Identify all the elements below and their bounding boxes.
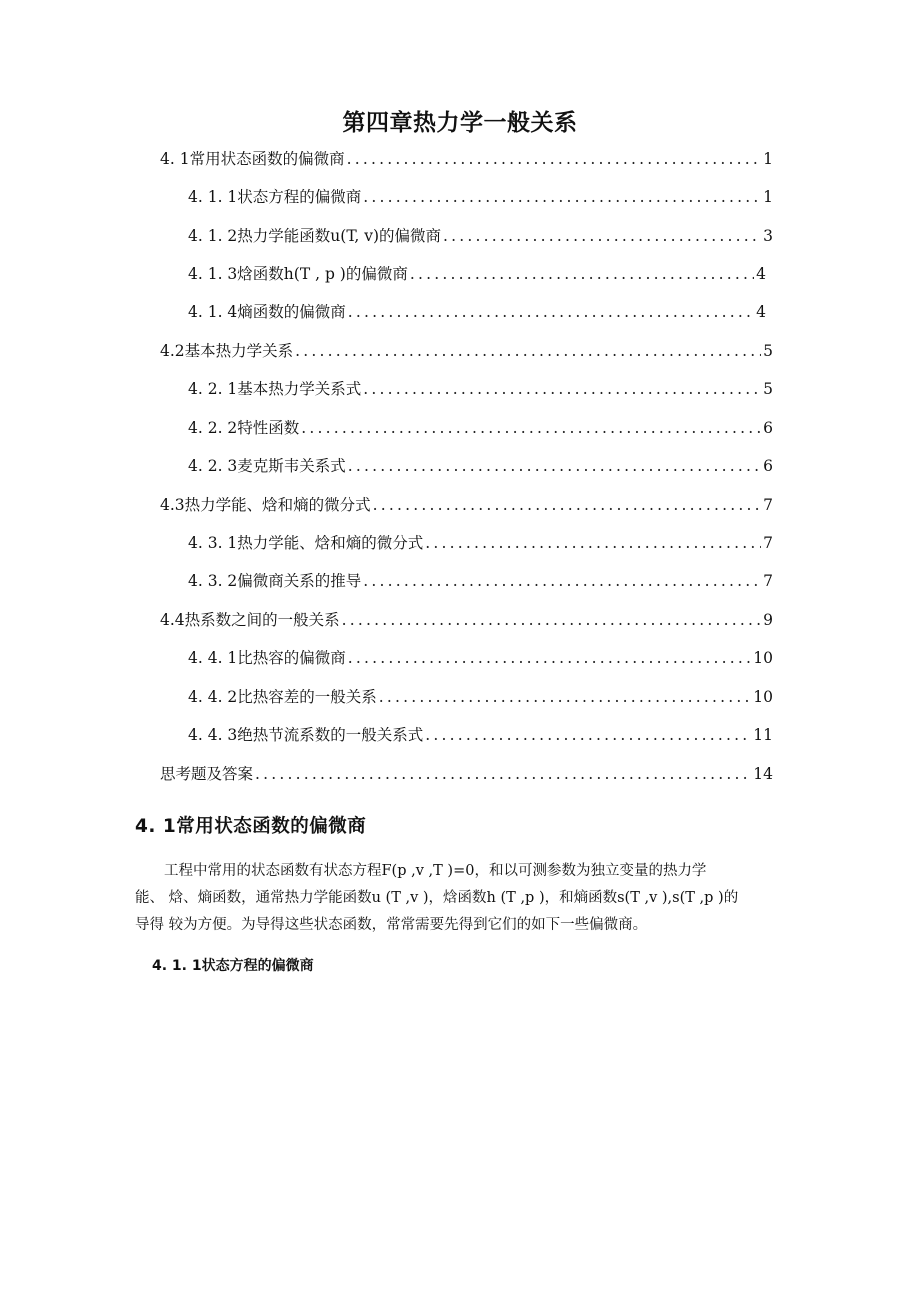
toc-leader-dots	[255, 762, 751, 786]
toc-leader-dots	[425, 531, 761, 555]
toc-entry-page: 6	[763, 457, 773, 475]
toc-entry-label: 4. 1. 3焓函数h(T , p )的偏微商	[188, 265, 408, 283]
toc-entry[interactable]	[188, 685, 773, 709]
page-title: 第四章热力学一般关系	[342, 110, 578, 137]
body-paragraph	[135, 858, 785, 939]
toc-entry[interactable]	[188, 531, 773, 555]
toc-leader-dots	[348, 454, 761, 478]
toc-entry-label: 4. 1常用状态函数的偏微商	[160, 150, 345, 168]
toc-leader-dots	[347, 147, 762, 171]
toc-entry-page: 7	[763, 534, 773, 552]
toc-entry-page: 11	[753, 726, 773, 744]
toc-entry-page: 4	[756, 303, 766, 321]
toc-entry[interactable]	[160, 493, 773, 517]
toc-leader-dots	[348, 300, 754, 324]
toc-entry-label: 4. 2. 2特性函数	[188, 419, 300, 437]
paragraph-line: 能、 焓、熵函数，通常热力学能函数u (T ,v )，焓函数h (T ,p )，和熵函数s(T ,v ),s(T ,p )的	[135, 889, 739, 906]
toc-entry-page: 7	[763, 572, 773, 590]
toc-leader-dots	[443, 224, 761, 248]
toc-entry-label: 4.3热力学能、焓和熵的微分式	[160, 496, 371, 514]
toc-leader-dots	[363, 569, 761, 593]
toc-entry-page: 1	[763, 188, 773, 206]
toc-entry[interactable]	[188, 224, 773, 248]
toc-entry-page: 4	[756, 265, 766, 283]
toc-leader-dots	[295, 339, 761, 363]
toc-entry-label: 4. 2. 1基本热力学关系式	[188, 380, 362, 398]
toc-entry[interactable]	[188, 377, 773, 401]
toc-entry-page: 5	[763, 342, 773, 360]
toc-entry-label: 4. 3. 1热力学能、焓和熵的微分式	[188, 534, 424, 552]
toc-leader-dots	[363, 185, 761, 209]
toc-leader-dots	[410, 262, 754, 286]
toc-entry-page: 3	[763, 227, 773, 245]
toc-entry-label: 4.2基本热力学关系	[160, 342, 294, 360]
toc-entry-page: 1	[763, 150, 773, 168]
toc-entry[interactable]	[160, 147, 773, 171]
toc-entry-page: 7	[763, 496, 773, 514]
paragraph-line: 工程中常用的状态函数有状态方程F(p ,v ,T )=0，和以可测参数为独立变量的热力学	[164, 862, 707, 879]
section-heading: 4. 1常用状态函数的偏微商	[135, 816, 367, 838]
toc-entry-page: 6	[763, 419, 773, 437]
toc-entry-page: 10	[753, 649, 773, 667]
toc-entry-label: 4. 2. 3麦克斯韦关系式	[188, 457, 346, 475]
toc-entry[interactable]	[160, 762, 773, 786]
toc-leader-dots	[379, 685, 751, 709]
toc-entry-label: 4.4热系数之间的一般关系	[160, 611, 340, 629]
toc-entry-label: 4. 1. 2热力学能函数u(T, v)的偏微商	[188, 227, 442, 245]
toc-entry-page: 10	[753, 688, 773, 706]
toc-entry-page: 5	[763, 380, 773, 398]
toc-entry-label: 4. 1. 1状态方程的偏微商	[188, 188, 362, 206]
toc-entry[interactable]	[188, 723, 773, 747]
toc-leader-dots	[363, 377, 761, 401]
toc-entry-label: 4. 4. 1比热容的偏微商	[188, 649, 346, 667]
toc-entry-label: 4. 4. 3绝热节流系数的一般关系式	[188, 726, 424, 744]
toc-leader-dots	[373, 493, 761, 517]
toc-leader-dots	[425, 723, 751, 747]
toc-leader-dots	[348, 646, 751, 670]
toc-entry[interactable]	[188, 185, 773, 209]
toc-entry[interactable]	[188, 454, 773, 478]
toc-entry[interactable]	[160, 608, 773, 632]
toc-entry[interactable]	[188, 416, 773, 440]
toc-entry-page: 14	[753, 765, 773, 783]
toc-entry[interactable]	[188, 646, 773, 670]
toc-leader-dots	[301, 416, 761, 440]
toc-entry-label: 4. 3. 2偏微商关系的推导	[188, 572, 362, 590]
toc-entry[interactable]	[188, 300, 766, 324]
toc-entry-label: 思考题及答案	[160, 765, 254, 783]
toc-entry[interactable]	[188, 262, 766, 286]
paragraph-line: 导得 较为方便。为导得这些状态函数，常常需要先得到它们的如下一些偏微商。	[135, 916, 648, 933]
toc-entry-page: 9	[763, 611, 773, 629]
subsection-heading: 4. 1. 1状态方程的偏微商	[152, 958, 314, 974]
toc-entry-label: 4. 4. 2比热容差的一般关系	[188, 688, 377, 706]
toc-entry-label: 4. 1. 4熵函数的偏微商	[188, 303, 346, 321]
toc-entry[interactable]	[160, 339, 773, 363]
toc-entry[interactable]	[188, 569, 773, 593]
toc-leader-dots	[342, 608, 761, 632]
